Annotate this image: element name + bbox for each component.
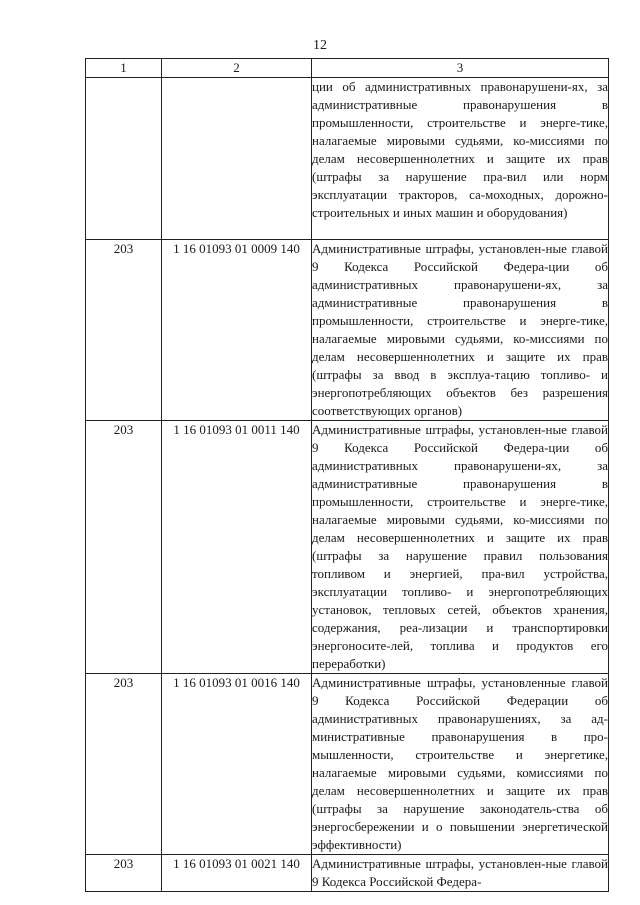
table-row [86,421,609,674]
budget-code-cell: 1 16 01093 01 0021 140 [162,855,312,892]
table-row [86,674,609,855]
table-row [86,78,609,240]
budget-code-cell: 1 16 01093 01 0016 140 [162,674,312,855]
column-header-2: 2 [162,59,312,78]
budget-code-cell: 1 16 01093 01 0009 140 [162,240,312,421]
admin-code-cell [86,78,162,240]
admin-code-cell: 203 [86,674,162,855]
description-text: Административные штрафы, установлен-ные главой 9 Кодекса Российской Федера-ции об административных правонарушени-ях, за административные правонарушения в промышленности, строительстве и энерге-тике, налагаемые мировыми судьями, ко-миссиями по делам несовершеннолетних и защите их прав (штрафы за ввод в эксплуа-тацию топливо- и энергопотребляющих объектов без разрешения соответствующих органов) [312,241,608,418]
table-header-row [86,59,609,78]
description-text: ции об административных правонарушени-ях, за административные правонарушения в промышленности, строительстве и энерге-тике, налагаемые мировыми судьями, ко-миссиями по делам несовершеннолетних и защите их прав (штрафы за нарушение пра-вил или норм эксплуатации тракторов, са-моходных, дорожно-строительных и иных машин и оборудования) [312,79,608,220]
table-row [86,855,609,892]
budget-code-cell [162,78,312,240]
admin-code-cell: 203 [86,240,162,421]
description-cell [312,78,609,240]
admin-code-cell: 203 [86,855,162,892]
table-row [86,240,609,421]
description-text: Административные штрафы, установленные главой 9 Кодекса Российской Федерации об административных правонарушениях, за ад-министративные правонарушения в про-мышленности, строительстве и энергетике, налагаемые мировыми судьями, комиссиями по делам несовершеннолетних и защите их прав (штрафы за нарушение законодатель-ства об энергосбережении и о повышении энергетической эффективности) [312,675,608,852]
column-header-1: 1 [86,59,162,78]
description-cell [312,855,609,892]
column-header-3: 3 [312,59,609,78]
description-text: Административные штрафы, установлен-ные главой 9 Кодекса Российской Федера- [312,856,608,889]
document-table [85,58,609,892]
description-text: Административные штрафы, установлен-ные главой 9 Кодекса Российской Федера-ции об административных правонарушени-ях, за административные правонарушения в промышленности, строительстве и энерге-тике, налагаемые мировыми судьями, ко-миссиями по делам несовершеннолетних и защите их прав (штрафы за нарушение правил пользования топливом и энергией, пра-вил устройства, эксплуатации топливо- и энергопотребляющих установок, тепловых сетей, объектов хранения, содержания, реа-лизации и транспортировки энергоносите-лей, топлива и продуктов его переработки) [312,422,608,671]
admin-code-cell: 203 [86,421,162,674]
description-cell [312,674,609,855]
description-cell [312,421,609,674]
budget-code-cell: 1 16 01093 01 0011 140 [162,421,312,674]
page-number: 12 [313,38,327,53]
description-cell [312,240,609,421]
